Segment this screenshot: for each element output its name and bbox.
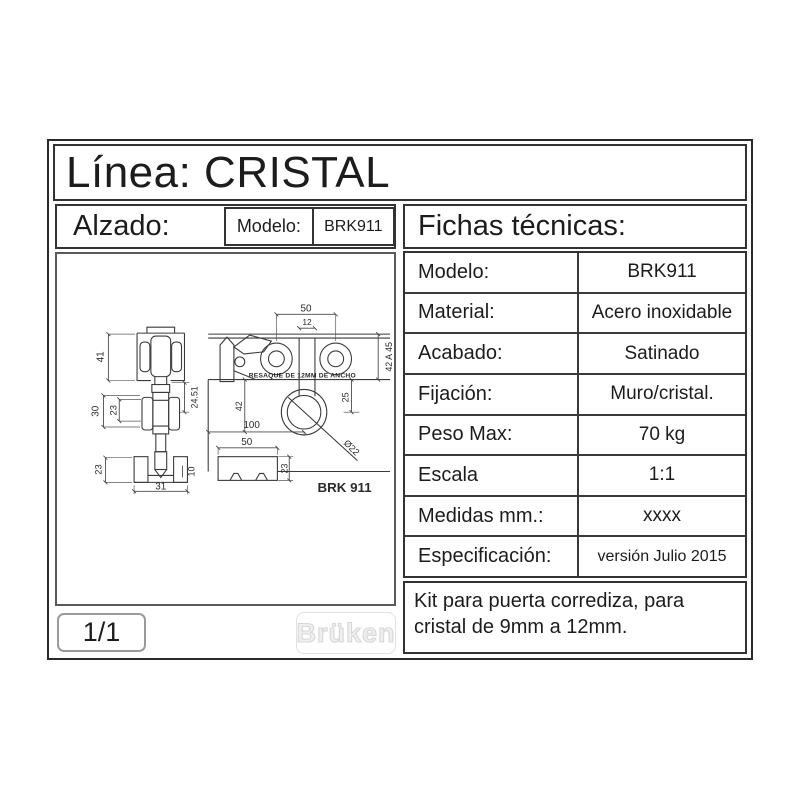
technical-drawing [57,254,394,604]
table-row [405,535,745,576]
row-value: 70 kg [638,423,686,445]
row-label: Medidas mm.: [405,497,579,536]
row-label: Material: [405,294,579,333]
brand-logo: Brüken [296,617,396,648]
dim-top-span: 50 [300,303,312,315]
row-value: versión Julio 2015 [597,547,727,565]
table-row [405,414,745,455]
groove-note: RESAQUE DE 12MM DE ANCHO [248,372,356,380]
dim-side-mid-inner: 23 [108,405,119,416]
row-value: Satinado [624,342,700,364]
brand-watermark [296,612,396,654]
table-row [405,253,745,292]
side-view-outline [134,327,187,482]
dim-rail-range: 42 A 45 [384,342,394,372]
page-number-label: 1/1 [82,617,121,647]
dim-offset-right: 25 [340,392,351,403]
model-box [224,207,395,246]
datasheet-header-label: Fichas técnicas: [418,210,626,242]
dim-side-width: 31 [155,481,167,493]
row-value: xxxx [643,505,681,527]
table-row [405,332,745,373]
row-value: 1:1 [648,464,676,486]
description-note: Kit para puerta corrediza, para cristal de 9mm a 12mm. [403,581,747,654]
table-row [405,373,745,414]
page-title: Línea: CRISTAL [66,147,391,197]
page-number [57,613,146,652]
dim-side-bottom: 23 [93,464,104,475]
row-label: Escala [405,456,579,495]
table-row [405,495,745,536]
row-label: Modelo: [405,253,579,292]
dim-strap: 12 [302,317,312,328]
row-label: Fijación: [405,375,579,414]
dim-side-offset: 24.51 [189,386,200,409]
dim-glass-width: 50 [241,436,253,448]
dim-side-small: 10 [186,466,197,477]
elevation-header-label: Alzado: [73,210,170,242]
dim-drop: 42 [233,401,244,412]
dim-side-height: 41 [95,351,107,363]
row-value: Muro/cristal. [610,383,714,405]
model-label: Modelo: [236,216,301,236]
dim-wheel-diameter: Ø22 [341,437,362,458]
dim-length: 100 [243,420,260,432]
datasheet-header [403,204,747,249]
row-value: BRK911 [627,261,697,283]
row-value: Acero inoxidable [591,301,733,323]
model-value: BRK911 [312,209,393,244]
spec-table [403,251,747,578]
table-row [405,292,745,333]
row-label: Acabado: [405,334,579,373]
dim-side-mid: 30 [90,405,102,417]
drawing-caption: BRK 911 [317,480,372,496]
table-row [405,454,745,495]
dim-glass-height: 23 [279,463,290,474]
drawing-panel [55,252,396,606]
row-label: Especificación: [405,537,579,576]
row-label: Peso Max: [405,416,579,455]
title-bar [53,144,747,201]
